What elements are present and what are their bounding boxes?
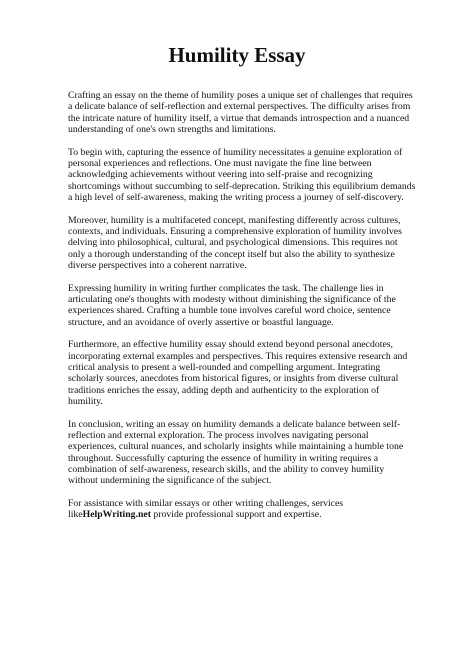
closing-text-before: For assistance with similar essays or other writing challenges, services like [68, 497, 344, 521]
paragraph-intro: Crafting an essay on the theme of humility poses a unique set of challenges that requires a delicate balance of self-reflection and external perspectives. The difficulty arises from the intricate nature of humility itself, a virtue that demands introspection and a nuanced understanding of one's own strengths and limitations. [68, 90, 413, 135]
paragraph-furthermore: Furthermore, an effective humility essay should extend beyond personal anecdotes, incorporating external examples and perspectives. This requires extensive research and critical analysis to present a well-rounded and compelling argument. Integrating scholarly sources, anecdotes from historical figures, or insights from diverse cultural traditions enriches the essay, adding depth and authenticity to the exploration of humility. [68, 339, 408, 407]
paragraph-begin: To begin with, capturing the essence of humility necessitates a genuine exploration of personal experiences and reflections. One must navigate the fine line between acknowledging achievements without veering into self-praise and recognizing shortcomings without succumbing to self-deprecation. Striking this equilibrium demands a high level of self-awareness, making the writing process a journey of self-discovery. [68, 146, 416, 203]
page-title: Humility Essay [168, 43, 306, 67]
essay-body [68, 90, 416, 532]
paragraph-expressing: Expressing humility in writing further complicates the task. The challenge lies in articulating one's thoughts with modesty without diminishing the significance of the experiences shared. Crafting a humble tone involves careful word choice, sentence structure, and an avoidance of overly assertive or boastful language. [68, 282, 396, 328]
closing-text-after: provide professional support and expertise. [150, 509, 322, 521]
paragraph-closing [68, 498, 416, 521]
brand-name: HelpWriting.net [82, 509, 151, 521]
paragraph-moreover: Moreover, humility is a multifaceted concept, manifesting differently across cultures, contexts, and individuals. Ensuring a comprehensive exploration of humility involves delving into philosophical, cultural, and psychological dimensions. This requires not only a thorough understanding of the concept itself but also the ability to synthesize diverse perspectives into a coherent narrative. [68, 214, 402, 271]
paragraph-conclusion: In conclusion, writing an essay on humility demands a delicate balance between self-reflection and external exploration. The process involves navigating personal experiences, cultural nuances, and scholarly insights while maintaining a humble tone throughout. Successfully capturing the essence of humility in writing requires a combination of self-awareness, research skills, and the ability to convey humility without undermining the significance of the subject. [68, 418, 404, 487]
